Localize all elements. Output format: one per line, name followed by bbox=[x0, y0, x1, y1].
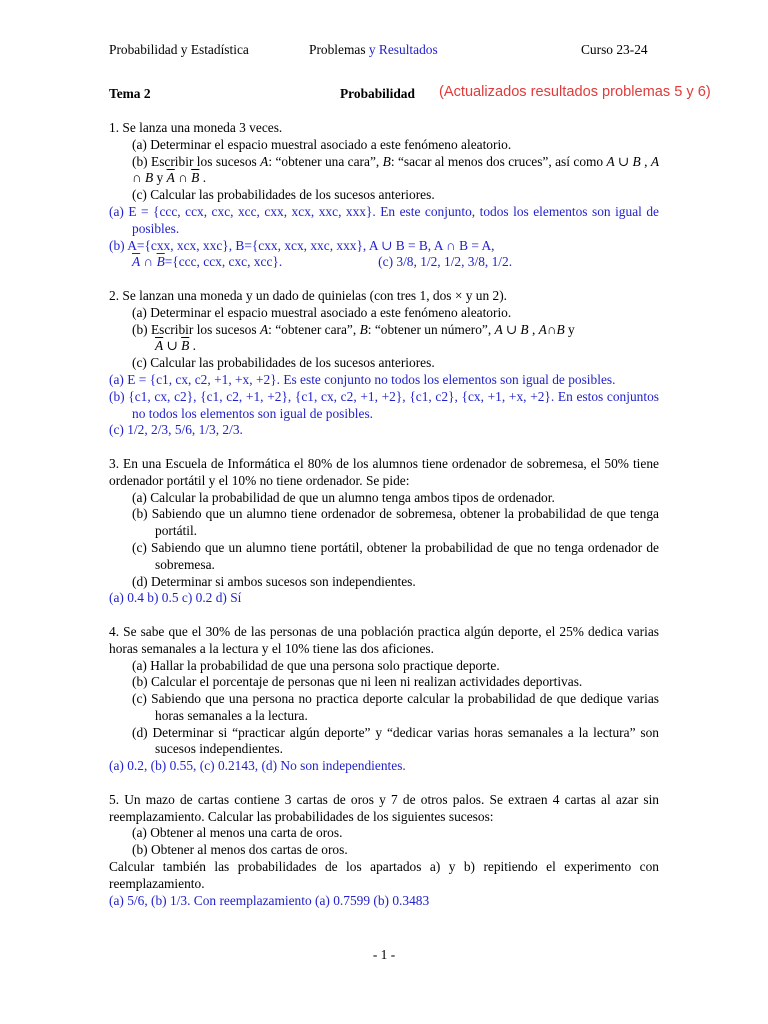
problem-5 bbox=[109, 792, 659, 910]
subquestion-c: (c) Calcular las probabilidades de los sucesos anteriores. bbox=[132, 187, 435, 203]
problem-statement: 1. Se lanza una moneda 3 veces. bbox=[109, 120, 283, 135]
problem-statement: 4. Se sabe que el 30% de las personas de una población practica algún deporte, el 25% dedica varias horas semanales a la lectura y el 10% tiene las dos aficiones. bbox=[109, 623, 659, 656]
problem-extra: Calcular también las probabilidades de los apartados a) y b) repitiendo el experimento con reemplazamiento. bbox=[109, 859, 659, 891]
problem-1 bbox=[109, 120, 659, 271]
subquestion-b: (b) Escribir los sucesos A: “obtener cara”, B: “obtener un número”, A ∪ B , A∩B y $\overline{A}$ ∪ $\overline{B}$ . bbox=[132, 321, 575, 354]
subquestion-b: (b) Sabiendo que un alumno tiene ordenador de sobremesa, obtener la probabilidad de que tenga portátil. bbox=[132, 506, 659, 539]
page-number: - 1 - bbox=[372, 947, 396, 962]
page-header bbox=[109, 42, 659, 62]
problem-4 bbox=[109, 624, 659, 775]
course-year: Curso 23-24 bbox=[581, 42, 648, 57]
problem-2 bbox=[109, 288, 659, 439]
problem-list bbox=[109, 120, 659, 926]
subquestion-a: (a) Obtener al menos una carta de oros. bbox=[132, 825, 343, 841]
subquestion-c: (c) Calcular las probabilidades de los sucesos anteriores. bbox=[132, 355, 435, 371]
update-note: (Actualizados resultados problemas 5 y 6) bbox=[439, 84, 711, 100]
problem-statement: 3. En una Escuela de Informática el 80% de los alumnos tiene ordenador de sobremesa, el 50% tiene ordenador portátil y el 10% no tiene ordenador. Se pide: bbox=[109, 455, 659, 488]
answer: (a) 0.4 b) 0.5 c) 0.2 d) Sí bbox=[109, 590, 242, 606]
doc-type bbox=[309, 42, 438, 59]
course-name: Probabilidad y Estadística bbox=[109, 42, 249, 57]
subquestion-b: (b) Obtener al menos dos cartas de oros. bbox=[132, 842, 348, 858]
subquestion-a: (a) Determinar el espacio muestral asociado a este fenómeno aleatorio. bbox=[132, 136, 512, 152]
answer-c: (c) 1/2, 2/3, 5/6, 1/3, 2/3. bbox=[109, 422, 243, 438]
subquestion-c: (c) Sabiendo que un alumno tiene portátil, obtener la probabilidad de que no tenga ordenador de sobremesa. bbox=[132, 539, 659, 572]
answer-c: (c) 3/8, 1/2, 1/2, 3/8, 1/2. bbox=[378, 254, 513, 270]
doc-type-results: y Resultados bbox=[368, 42, 438, 57]
subquestion-a: (a) Hallar la probabilidad de que una persona solo practique deporte. bbox=[132, 657, 500, 673]
subquestion-c: (c) Sabiendo que una persona no practica deporte calcular la probabilidad de que dedique varias horas semanales a la lectura. bbox=[132, 691, 659, 723]
answer-a: (a) E = {c1, cx, c2, +1, +x, +2}. Es este conjunto no todos los elementos son igual de posibles. bbox=[109, 371, 616, 387]
topic-heading bbox=[109, 86, 739, 106]
problem-statement: 5. Un mazo de cartas contiene 3 cartas de oros y 7 de otros palos. Se extraen 4 cartas al azar sin reemplazamiento. Calcular las probabilidades de los siguientes sucesos: bbox=[109, 791, 659, 824]
answer-b: (b) A={cxx, xcx, xxc}, B={cxx, xcx, xxc, xxx}, A ∪ B = B, A ∩ B = A, $\overline{A}$ ∩ $\overline{B}=\{ccc$, ccx, cxc, xcc}. (c) 3/8, 1/2, 1/2, 3/8, 1/2. bbox=[109, 237, 513, 270]
answer: (a) 5/6, (b) 1/3. Con reemplazamiento (a) 0.7599 (b) 0.3483 bbox=[109, 892, 430, 908]
subquestion-b: (b) Calcular el porcentaje de personas que ni leen ni realizan actividades deportivas. bbox=[132, 674, 583, 690]
answer-a: (a) E = {ccc, ccx, cxc, xcc, cxx, xcx, xxc, xxx}. En este conjunto, todos los elementos son igual de posibles. bbox=[109, 203, 659, 236]
subquestion-a: (a) Calcular la probabilidad de que un alumno tenga ambos tipos de ordenador. bbox=[132, 489, 555, 505]
topic-title: Probabilidad bbox=[340, 86, 415, 101]
subquestion-b: (b) Escribir los sucesos A: “obtener una cara”, B: “sacar al menos dos cruces”, así como A ∪ B , A ∩ B y $\overline{A}$ ∩ $\overline{B}$ . bbox=[132, 153, 660, 186]
subquestion-a: (a) Determinar el espacio muestral asociado a este fenómeno aleatorio. bbox=[132, 304, 512, 320]
answer-b: (b) {c1, cx, c2}, {c1, c2, +1, +2}, {c1, cx, c2, +1, +2}, {c1, c2}, {cx, +1, +x, +2}. En estos conjuntos no todos los elementos son igual de posibles. bbox=[109, 388, 659, 421]
answer: (a) 0.2, (b) 0.55, (c) 0.2143, (d) No son independientes. bbox=[109, 758, 406, 774]
subquestion-d: (d) Determinar si “practicar algún deporte” y “dedicar varias horas semanales a la lectura” son sucesos independientes. bbox=[132, 724, 659, 757]
topic-number: Tema 2 bbox=[109, 86, 151, 101]
doc-type-problems: Problemas bbox=[309, 42, 366, 57]
problem-statement: 2. Se lanzan una moneda y un dado de quinielas (con tres 1, dos × y un 2). bbox=[109, 287, 508, 303]
problem-3 bbox=[109, 456, 659, 607]
subquestion-d: (d) Determinar si ambos sucesos son independientes. bbox=[132, 573, 416, 589]
